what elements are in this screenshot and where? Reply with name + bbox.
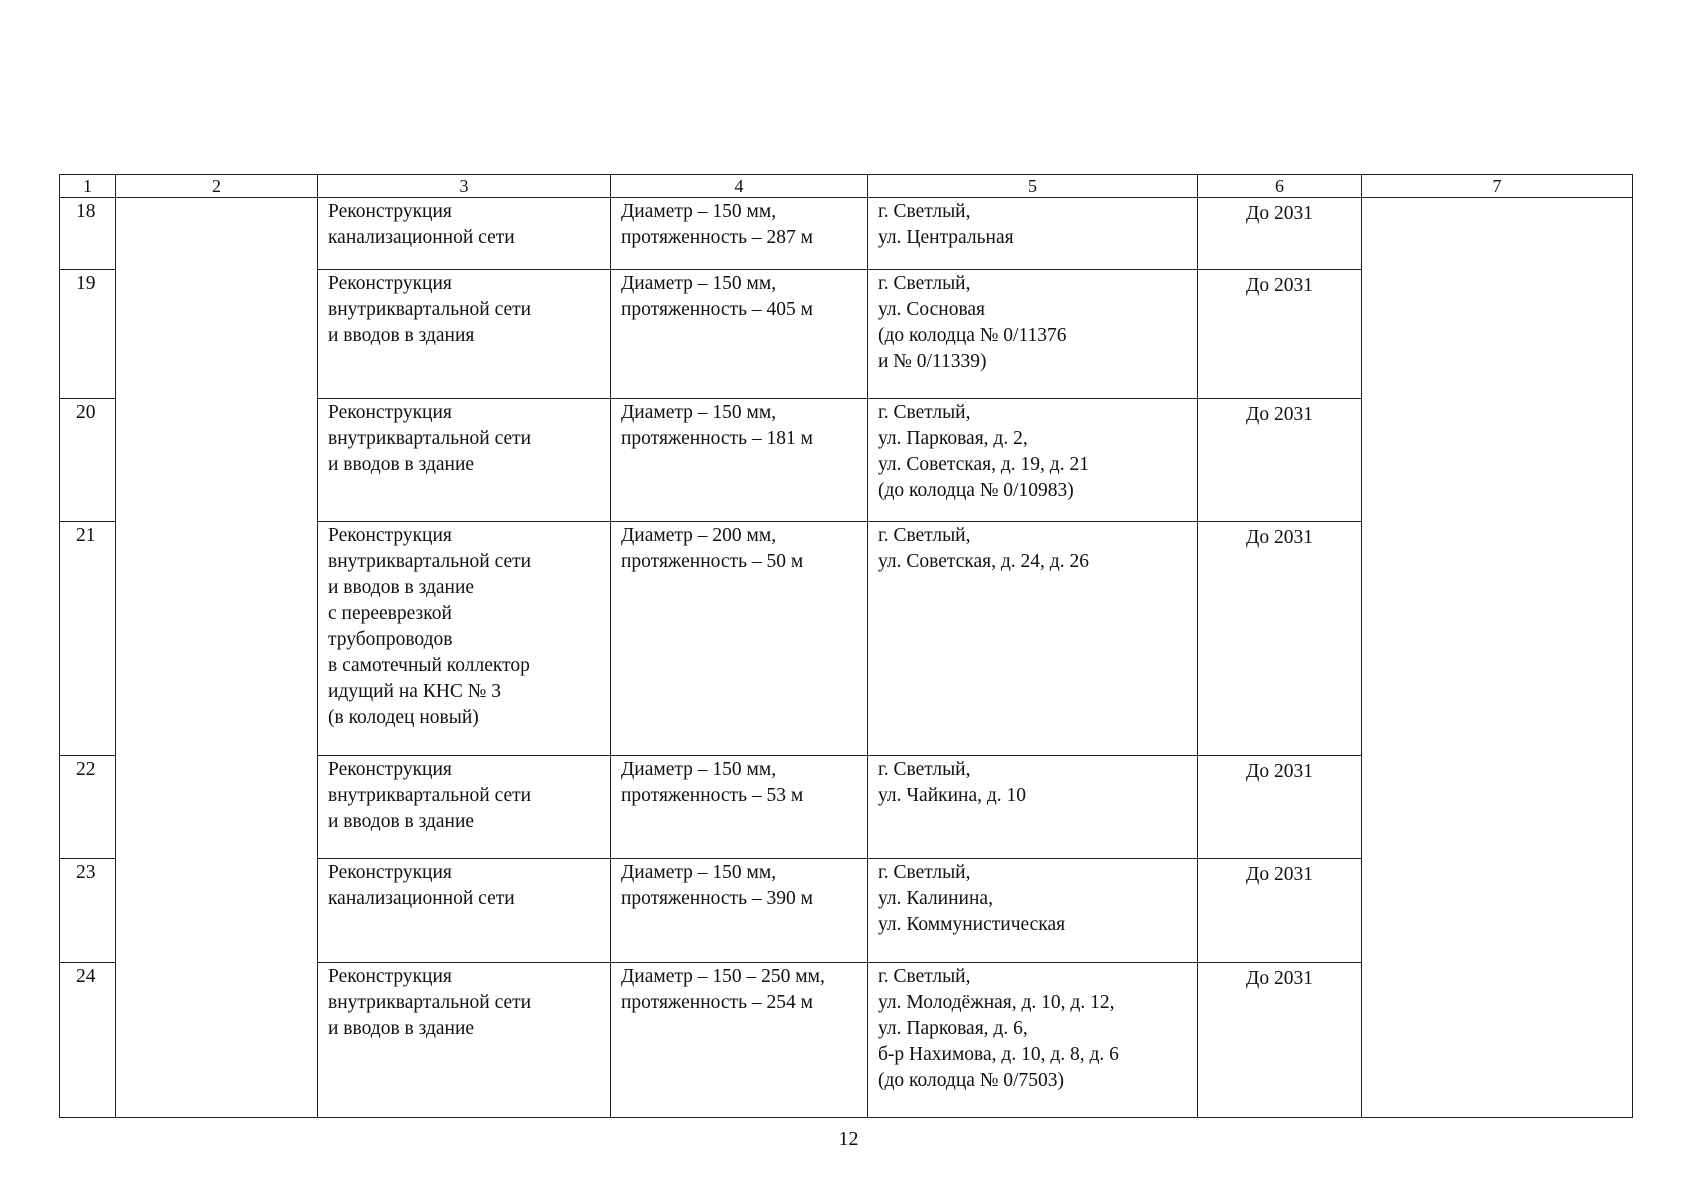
column-number: 6 xyxy=(1198,175,1362,198)
work-address: г. Светлый, ул. Калинина, ул. Коммунистическая xyxy=(868,859,1198,963)
page-number: 12 xyxy=(838,1128,859,1150)
work-address: г. Светлый, ул. Советская, д. 24, д. 26 xyxy=(868,522,1198,755)
column-number: 2 xyxy=(116,175,318,198)
column-2-empty-cell xyxy=(116,198,318,1118)
work-deadline: До 2031 xyxy=(1198,198,1362,269)
work-description: Реконструкция внутриквартальной сети и вводов в здание xyxy=(318,399,611,522)
row-number: 23 xyxy=(60,859,116,963)
work-deadline: До 2031 xyxy=(1198,269,1362,399)
work-parameters: Диаметр – 200 мм, протяженность – 50 м xyxy=(611,522,868,755)
column-number: 7 xyxy=(1362,175,1633,198)
works-table xyxy=(59,174,1633,1118)
column-number: 3 xyxy=(318,175,611,198)
document-table-area xyxy=(59,174,1632,1118)
work-description: Реконструкция внутриквартальной сети и вводов в здание с перееврезкой трубопроводов в самотечный коллектор идущий на КНС № 3 (в колодец новый) xyxy=(318,522,611,755)
work-description: Реконструкция внутриквартальной сети и вводов в здание xyxy=(318,962,611,1117)
row-number: 20 xyxy=(60,399,116,522)
work-deadline: До 2031 xyxy=(1198,399,1362,522)
row-number: 22 xyxy=(60,755,116,859)
work-deadline: До 2031 xyxy=(1198,522,1362,755)
work-parameters: Диаметр – 150 – 250 мм, протяженность – 254 м xyxy=(611,962,868,1117)
work-description: Реконструкция внутриквартальной сети и вводов в здания xyxy=(318,269,611,399)
column-number: 5 xyxy=(868,175,1198,198)
work-parameters: Диаметр – 150 мм, протяженность – 53 м xyxy=(611,755,868,859)
column-7-empty-cell xyxy=(1362,198,1633,1118)
row-number: 19 xyxy=(60,269,116,399)
work-description: Реконструкция внутриквартальной сети и вводов в здание xyxy=(318,755,611,859)
work-description: Реконструкция канализационной сети xyxy=(318,198,611,269)
work-deadline: До 2031 xyxy=(1198,962,1362,1117)
work-deadline: До 2031 xyxy=(1198,755,1362,859)
work-address: г. Светлый, ул. Парковая, д. 2, ул. Советская, д. 19, д. 21 (до колодца № 0/10983) xyxy=(868,399,1198,522)
column-number: 4 xyxy=(611,175,868,198)
row-number: 24 xyxy=(60,962,116,1117)
work-address: г. Светлый, ул. Центральная xyxy=(868,198,1198,269)
work-parameters: Диаметр – 150 мм, протяженность – 405 м xyxy=(611,269,868,399)
row-number: 18 xyxy=(60,198,116,269)
row-number: 21 xyxy=(60,522,116,755)
table-row xyxy=(60,198,1633,269)
work-deadline: До 2031 xyxy=(1198,859,1362,963)
column-number: 1 xyxy=(60,175,116,198)
work-parameters: Диаметр – 150 мм, протяженность – 181 м xyxy=(611,399,868,522)
column-number-row xyxy=(60,175,1633,198)
work-description: Реконструкция канализационной сети xyxy=(318,859,611,963)
work-parameters: Диаметр – 150 мм, протяженность – 390 м xyxy=(611,859,868,963)
work-address: г. Светлый, ул. Сосновая (до колодца № 0/11376 и № 0/11339) xyxy=(868,269,1198,399)
work-address: г. Светлый, ул. Чайкина, д. 10 xyxy=(868,755,1198,859)
work-parameters: Диаметр – 150 мм, протяженность – 287 м xyxy=(611,198,868,269)
work-address: г. Светлый, ул. Молодёжная, д. 10, д. 12, ул. Парковая, д. 6, б-р Нахимова, д. 10, д. 8, д. 6 (до колодца № 0/7503) xyxy=(868,962,1198,1117)
